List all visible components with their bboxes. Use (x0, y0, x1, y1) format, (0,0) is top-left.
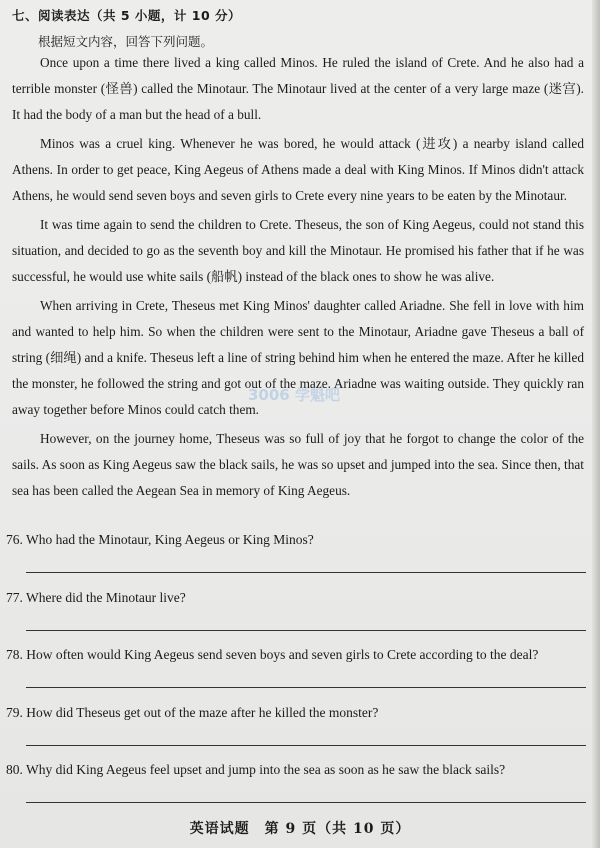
site-watermark: 3006 学魁吧 (248, 386, 340, 404)
page-edge-shadow (592, 0, 600, 848)
question-text: 78. How often would King Aegeus send seven boys and seven girls to Crete according to the deal? (6, 647, 539, 662)
question-76 (6, 532, 586, 590)
answer-line[interactable] (26, 630, 586, 631)
passage-paragraph: When arriving in Crete, Theseus met King Minos' daughter called Ariadne. She fell in love with him and wanted to help him. So when the children were sent to the Minotaur, Ariadne gave Theseus a ball of string (细绳) and a knife. Theseus left a line of string behind him when he entered the maze. After he killed the monster, he followed the string and got out of the maze. Ariadne was waiting outside. They quickly ran away together before Minos could catch them. (12, 298, 584, 417)
reading-passage (12, 50, 584, 507)
answer-line[interactable] (26, 745, 586, 746)
answer-line[interactable] (26, 687, 586, 688)
page-footer: 英语试题 第 9 页（共 10 页） (189, 821, 411, 837)
question-80 (6, 762, 586, 820)
section-title: 七、阅读表达（共 5 小题，计 10 分） (12, 8, 242, 23)
question-77 (6, 590, 586, 648)
passage-paragraph: It was time again to send the children to Crete. Theseus, the son of King Aegeus, could not stand this situation, and decided to go as the seventh boy and kill the Minotaur. He promised his father that if he was successful, he would use white sails (船帆) instead of the black ones to show he was alive. (12, 217, 584, 284)
answer-line[interactable] (26, 572, 586, 573)
passage-paragraph: However, on the journey home, Theseus was so full of joy that he forgot to change the color of the sails. As soon as King Aegeus saw the black sails, he was so upset and jumped into the sea. Since then, that sea has been called the Aegean Sea in memory of King Aegeus. (12, 431, 584, 498)
question-78 (6, 647, 586, 705)
answer-line[interactable] (26, 802, 586, 803)
question-list (6, 532, 586, 820)
question-text: 76. Who had the Minotaur, King Aegeus or King Minos? (6, 532, 314, 547)
question-text: 77. Where did the Minotaur live? (6, 589, 186, 605)
question-text: 80. Why did King Aegeus feel upset and jump into the sea as soon as he saw the black sails? (6, 762, 506, 777)
passage-paragraph: Once upon a time there lived a king called Minos. He ruled the island of Crete. And he also had a terrible monster (怪兽) called the Minotaur. The Minotaur lived at the center of a very large maze (迷宫). It had the body of a man but the head of a bull. (12, 55, 584, 122)
question-text: 79. How did Theseus get out of the maze after he killed the monster? (6, 704, 379, 720)
question-79 (6, 705, 586, 763)
passage-paragraph: Minos was a cruel king. Whenever he was bored, he would attack (进攻) a nearby island called Athens. In order to get peace, King Aegeus of Athens made a deal with King Minos. If Minos didn't attack Athens, he would send seven boys and seven girls to Crete every nine years to be eaten by the Minotaur. (12, 136, 584, 203)
section-instruction: 根据短文内容，回答下列问题。 (38, 34, 214, 49)
